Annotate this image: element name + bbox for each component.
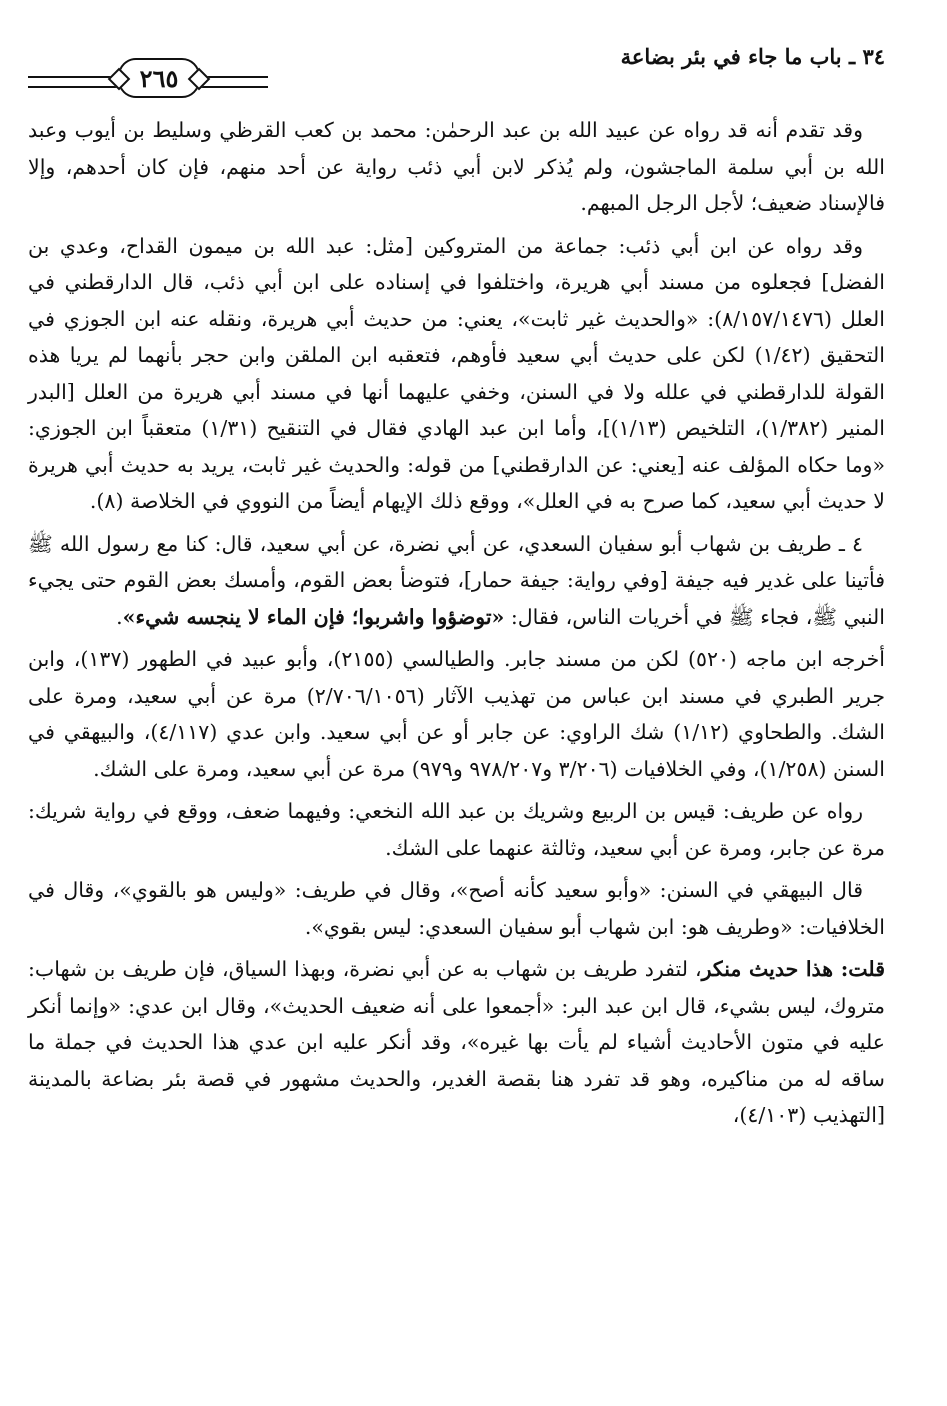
verdict-label: قلت: هذا حديث منكر	[701, 957, 886, 981]
page-number-ornament	[28, 58, 268, 102]
verdict-paragraph	[28, 951, 885, 1134]
page-body	[28, 112, 885, 1134]
paragraph: قال البيهقي في السنن: «وأبو سعيد كأنه أصح»، وقال في طريف: «وليس هو بالقوي»، وقال في الخلافيات: «وطريف هو: ابن شهاب أبو سفيان السعدي: ليس بقوي».	[28, 878, 885, 939]
paragraph: وقد رواه عن ابن أبي ذئب: جماعة من المتروكين [مثل: عبد الله بن ميمون القداح، وعدي بن الفضل] فجعلوه من مسند أبي هريرة، واختلفوا في إسناده على ابن أبي ذئب، قال الدارقطني في العلل (٨/١٥٧/١٤٧٦): «والحديث غير ثابت»، يعني: من حديث أبي هريرة، ونقله عنه ابن الجوزي في التحقيق (١/٤٢) لكن على حديث أبي سعيد فأوهم، فتعقبه ابن الملقن وابن حجر بأنهما لم يريا هذه القولة للدارقطني في علله ولا في السنن، وخفي عليهما أنها في مسند أبي هريرة من العلل [البدر المنير (١/٣٨٢)، التلخيص (١/١٣)]، وأما ابن عبد الهادي فقال في التنقيح (١/٣١) متعقباً ابن الجوزي: «وما حكاه المؤلف عنه [يعني: عن الدارقطني] من قوله: والحديث غير ثابت، يريد به حديث أبي هريرة لا حديث أبي سعيد، كما صرح به في العلل»، ووقع ذلك الإيهام أيضاً من النووي في الخلاصة (٨).	[28, 233, 885, 513]
book-page	[28, 40, 885, 1386]
page-number: ٢٦٥	[118, 58, 200, 98]
page-header	[28, 40, 885, 112]
paragraph: وقد تقدم أنه قد رواه عن عبيد الله بن عبد الرحمٰن: محمد بن كعب القرظي وسليط بن أيوب وعبد الله بن أبي سلمة الماجشون، ولم يُذكر لابن أبي ذئب رواية عن أحد منهم، فإن كان أحدهم، وإلا فالإسناد ضعيف؛ لأجل الرجل المبهم.	[28, 118, 885, 215]
hadith-quote: «توضؤوا واشربوا؛ فإن الماء لا ينجسه شيء»	[122, 604, 505, 629]
running-title: ٣٤ ـ باب ما جاء في بئر بضاعة	[620, 44, 885, 69]
verdict-text: ، لتفرد طريف بن شهاب به عن أبي نضرة، وبهذا السياق، فإن طريف بن شهاب: متروك، ليس بشيء، قال ابن عبد البر: «أجمعوا على أنه ضعيف الحديث»، وقال ابن عدي: «وإنما أنكر عليه في متون الأحاديث أشياء لم يأت بها غيره»، وقد أنكر عليه ابن عدي هذا الحديث في جملة ما ساقه له من مناكيره، وهو قد تفرد هنا بقصة الغدير، والحديث مشهور في قصة بئر بضاعة بالمدينة [التهذيب (٤/١٠٣)،	[28, 957, 885, 1127]
paragraph: أخرجه ابن ماجه (٥٢٠) لكن من مسند جابر. والطيالسي (٢١٥٥)، وأبو عبيد في الطهور (١٣٧)، وابن جرير الطبري في مسند ابن عباس من تهذيب الآثار (٢/٧٠٦/١٠٥٦) مرة عن أبي سعيد، ومرة على الشك. والطحاوي (١/١٢) شك الراوي: عن جابر أو عن أبي سعيد. وابن عدي (٤/١١٧)، والبيهقي في السنن (١/٢٥٨)، وفي الخلافيات (٣/٢٠٦ و٩٧٨/٢٠٧ و٩٧٩) مرة عن أبي سعيد، ومرة على الشك.	[28, 647, 885, 781]
hadith-paragraph	[28, 526, 885, 636]
paragraph: رواه عن طريف: قيس بن الربيع وشريك بن عبد الله النخعي: وفيهما ضعف، ووقع في رواية شريك: مرة عن جابر، ومرة عن أبي سعيد، وثالثة عنهما على الشك.	[28, 799, 885, 860]
hadith-end: .	[116, 604, 123, 629]
hadith-intro: ٤ ـ طريف بن شهاب أبو سفيان السعدي، عن أبي نضرة، عن أبي سعيد، قال: كنا مع رسول الله ﷺ فأتينا على غدير فيه جيفة [وفي رواية: جيفة حمار]، فتوضأ بعض القوم، وأمسك بعض القوم حتى يجيء النبي ﷺ، فجاء ﷺ في أخريات الناس، فقال:	[28, 531, 885, 629]
